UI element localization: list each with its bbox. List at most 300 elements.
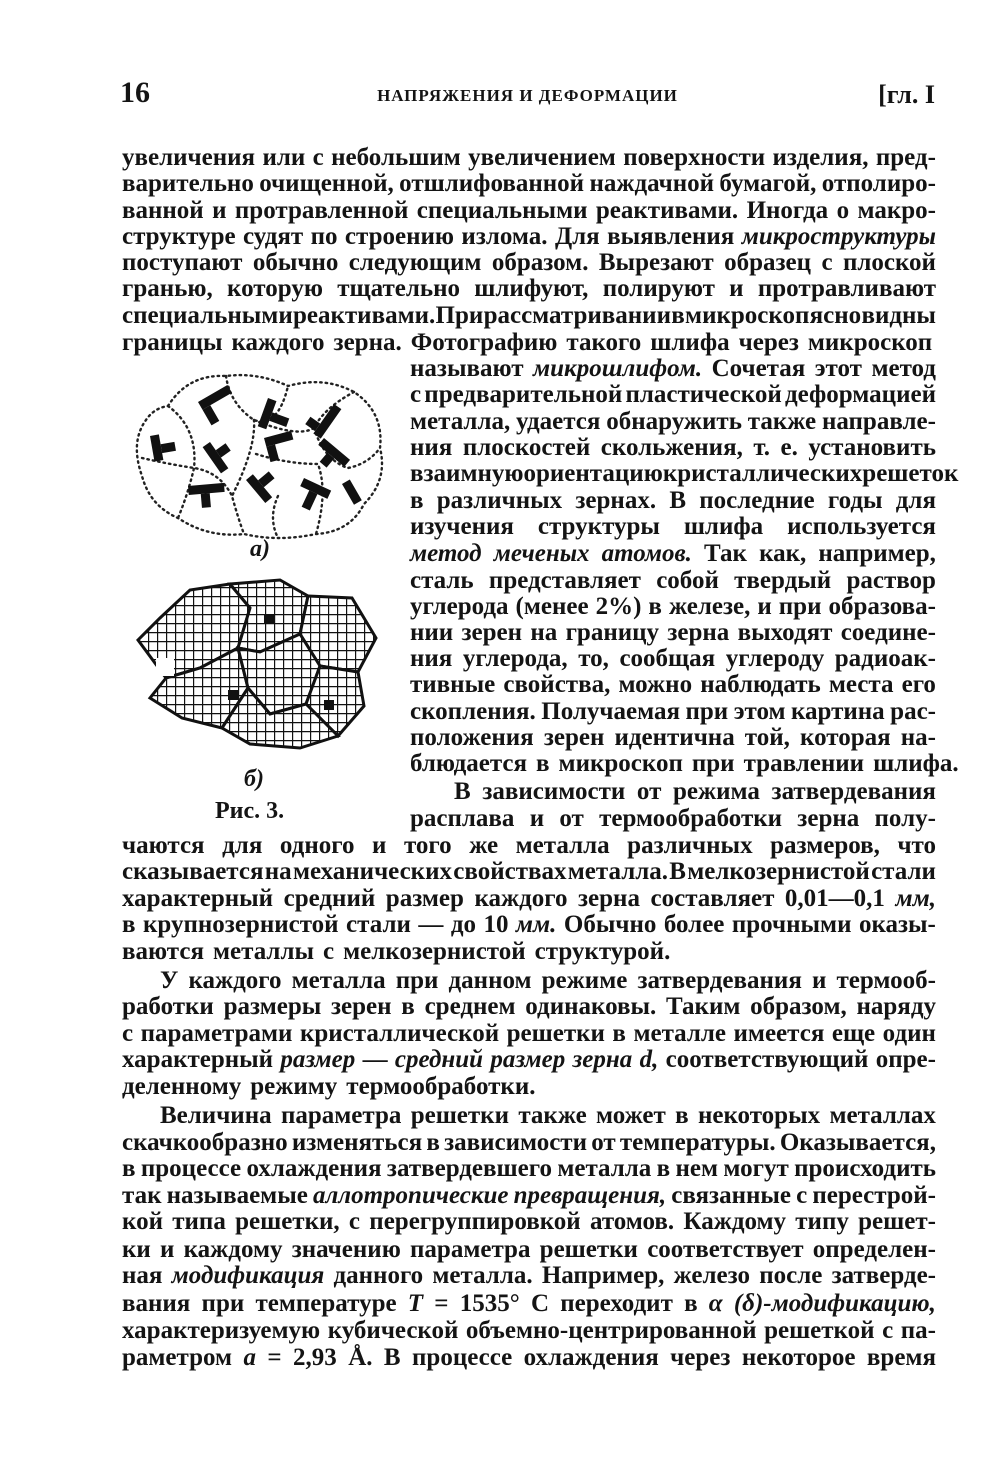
word: затвердевшего xyxy=(386,1155,552,1182)
word: расплава xyxy=(410,805,515,832)
chapter-label: [гл. I xyxy=(878,80,935,109)
running-title: НАПРЯЖЕНИЯ И ДЕФОРМАЦИИ xyxy=(377,86,678,105)
word: изделия, xyxy=(772,144,869,171)
word: в xyxy=(656,1155,671,1182)
word: железе, xyxy=(668,593,751,620)
text-line xyxy=(410,513,936,540)
figure-a-grain-diagram xyxy=(128,368,390,543)
figure-b-lattice-diagram xyxy=(130,578,380,750)
word: термообработки. xyxy=(346,1073,536,1100)
word: кой xyxy=(122,1208,163,1235)
word: характерный xyxy=(122,885,274,912)
word: с xyxy=(323,938,335,965)
text-line xyxy=(410,434,936,461)
text-line xyxy=(122,1317,936,1344)
word: положения xyxy=(410,724,534,751)
word: для xyxy=(222,832,263,859)
word: о xyxy=(836,197,850,224)
word: a xyxy=(243,1344,256,1371)
word: наблюдать xyxy=(700,671,821,698)
word: места xyxy=(828,671,894,698)
word: плоской xyxy=(842,249,936,276)
word: называют xyxy=(410,355,524,382)
word: пластической xyxy=(625,381,782,408)
word: последние xyxy=(699,487,815,514)
word: скольжения, xyxy=(600,434,743,461)
word: шлифа xyxy=(683,513,764,540)
word: же xyxy=(469,832,499,859)
word: размеров, xyxy=(770,832,880,859)
word: структуре xyxy=(122,223,236,250)
word: нем xyxy=(675,1155,719,1182)
word: металла xyxy=(557,1155,652,1182)
word: с xyxy=(882,1317,894,1344)
word: и xyxy=(160,1236,175,1263)
word: собой xyxy=(656,567,719,594)
word: его xyxy=(901,671,936,698)
word: углероду xyxy=(725,645,825,672)
word: ная xyxy=(122,1262,163,1289)
word: решетки xyxy=(539,1236,638,1263)
text-line xyxy=(122,302,936,329)
word: термооб- xyxy=(836,967,936,994)
word: зерна xyxy=(667,619,730,646)
word: прочными xyxy=(731,911,852,938)
word: один xyxy=(882,1020,936,1047)
word: па- xyxy=(900,1317,936,1344)
word: размер xyxy=(385,885,464,912)
word: железо xyxy=(673,1262,751,1289)
word: обнаружить xyxy=(606,408,742,435)
word: образова- xyxy=(828,593,936,620)
word: Å. xyxy=(348,1344,373,1371)
word: зерна. xyxy=(333,329,402,356)
word: металлах xyxy=(829,1102,936,1129)
word: ваются xyxy=(122,938,204,965)
word: мм, xyxy=(895,885,936,912)
text-line xyxy=(160,1102,936,1129)
lattice-defect xyxy=(264,614,274,624)
word: сказывается xyxy=(122,858,264,885)
lattice-defect xyxy=(324,700,334,710)
word: меченых xyxy=(493,540,590,567)
word: В xyxy=(383,1344,401,1371)
word: зерна xyxy=(578,885,640,912)
word: е. xyxy=(780,434,798,461)
word: и xyxy=(729,275,744,302)
crystal-mark xyxy=(188,483,226,509)
word: вания xyxy=(122,1290,191,1317)
word: идентична xyxy=(614,724,735,751)
word: еще xyxy=(831,1020,876,1047)
word: d, xyxy=(639,1046,659,1073)
word: металле xyxy=(633,1020,727,1047)
word: деформацией xyxy=(784,381,936,408)
word: полируют xyxy=(602,275,715,302)
grain-boundary xyxy=(273,496,278,538)
word: в xyxy=(648,593,662,620)
text-line xyxy=(122,1155,936,1182)
word: Таким xyxy=(665,993,741,1020)
word: перегруппировкой xyxy=(369,1208,581,1235)
word: отшлифованной xyxy=(399,170,585,197)
crystal-mark xyxy=(293,478,332,515)
word: температуры. xyxy=(619,1129,776,1156)
word: механических xyxy=(292,858,452,885)
figure-caption: Рис. 3. xyxy=(215,798,285,824)
word: параметра xyxy=(280,1102,402,1129)
word: наряду xyxy=(856,993,936,1020)
word: Сочетая xyxy=(711,355,806,382)
word: аллотропические xyxy=(312,1182,509,1209)
text-line xyxy=(410,355,936,382)
word: плоскостей xyxy=(462,434,591,461)
word: каждому xyxy=(183,1236,283,1263)
word: 1535° xyxy=(459,1290,520,1317)
word: также xyxy=(747,408,817,435)
word: например, xyxy=(818,540,936,567)
word: что xyxy=(897,832,936,859)
word: 0,01—0,1 xyxy=(784,885,885,912)
word: 2%) xyxy=(595,593,642,620)
word: скачкообразно xyxy=(122,1129,288,1156)
text-line xyxy=(122,1208,936,1235)
word: зависимости xyxy=(482,778,626,805)
word: соответствующий xyxy=(665,1046,869,1073)
word: метод xyxy=(410,540,482,567)
word: Например, xyxy=(541,1262,665,1289)
word: α xyxy=(708,1290,723,1317)
crystal-mark xyxy=(198,385,241,425)
word: можно xyxy=(618,671,693,698)
word: выявления xyxy=(607,223,735,250)
text-line xyxy=(410,460,959,487)
word: затверде- xyxy=(831,1262,936,1289)
word: предварительной xyxy=(424,381,623,408)
word: перестрой- xyxy=(812,1182,936,1209)
word: стали xyxy=(346,911,411,938)
word: металла. xyxy=(567,858,668,885)
word: температуре xyxy=(255,1290,397,1317)
word: раствор xyxy=(846,567,936,594)
word: В xyxy=(454,778,471,805)
word: рассматривании xyxy=(483,302,671,329)
word: шлифа. xyxy=(873,750,959,777)
word: зависимости xyxy=(444,1129,587,1156)
text-line xyxy=(122,249,936,276)
word: время xyxy=(866,1344,936,1371)
word: микроскоп xyxy=(558,750,683,777)
word: наждачной xyxy=(589,170,715,197)
word: в xyxy=(122,911,136,938)
word: = xyxy=(434,1290,449,1317)
text-line xyxy=(122,329,936,356)
word: с xyxy=(821,249,833,276)
word: метод xyxy=(871,355,936,382)
word: через xyxy=(738,329,799,356)
word: зерен xyxy=(331,993,392,1020)
word: затвердевания xyxy=(637,967,802,994)
word: выходят xyxy=(737,619,833,646)
word: судят xyxy=(243,223,304,250)
word: от xyxy=(636,778,662,805)
word: свойствах xyxy=(453,858,567,885)
word: средний xyxy=(283,885,376,912)
word: при xyxy=(685,698,729,725)
word: углерода xyxy=(410,593,509,620)
word: (менее xyxy=(515,593,589,620)
word: по xyxy=(310,223,338,250)
text-line xyxy=(410,540,936,567)
word: Для xyxy=(554,223,600,250)
word: шлифуют, xyxy=(474,275,589,302)
text-line xyxy=(122,885,936,912)
word: Фотографию xyxy=(410,329,558,356)
word: 10 xyxy=(483,911,509,938)
word: Вырезают xyxy=(598,249,714,276)
word: пред- xyxy=(875,144,936,171)
word: после xyxy=(759,1262,823,1289)
word: строению xyxy=(344,223,455,250)
word: зерен xyxy=(461,619,523,646)
word: изменяться xyxy=(291,1129,423,1156)
word: так xyxy=(122,1182,162,1209)
word: микроскоп xyxy=(807,329,933,356)
word: металла, xyxy=(410,408,511,435)
word: данного xyxy=(333,1262,424,1289)
word: связанные xyxy=(671,1182,792,1209)
text-line xyxy=(122,938,936,965)
word: микроструктуры xyxy=(741,223,936,250)
word: более xyxy=(663,911,725,938)
text-line xyxy=(122,1236,936,1263)
word: направле- xyxy=(821,408,936,435)
word: образом. xyxy=(491,249,589,276)
word: реактивами. xyxy=(595,197,739,224)
word: Получаемая xyxy=(541,698,680,725)
word: нии xyxy=(410,619,454,646)
word: зерна xyxy=(797,805,860,832)
word: от xyxy=(559,805,584,832)
page-header xyxy=(120,76,935,116)
word: T xyxy=(407,1290,424,1317)
word: объемно-центрированной xyxy=(465,1317,757,1344)
text-line xyxy=(122,1290,936,1317)
word: зернах. xyxy=(575,487,657,514)
word: ки xyxy=(122,1236,151,1263)
word: в xyxy=(401,993,415,1020)
word: Обычно xyxy=(563,911,657,938)
word: поступают xyxy=(122,249,243,276)
word: через xyxy=(670,1344,731,1371)
word: в xyxy=(684,1290,698,1317)
figure-b-label: б) xyxy=(244,766,264,792)
word: с xyxy=(348,1208,361,1235)
word: т. xyxy=(753,434,771,461)
word: режиме xyxy=(541,967,628,994)
text-line xyxy=(122,197,936,224)
crystal-mark xyxy=(203,435,239,473)
word: при xyxy=(201,1290,245,1317)
word: охлаждения xyxy=(246,1155,382,1182)
word: также xyxy=(518,1102,587,1129)
word: границу xyxy=(565,619,660,646)
word: структуры xyxy=(537,513,660,540)
word: при xyxy=(778,593,822,620)
word: процессе xyxy=(140,1155,242,1182)
word: каждого xyxy=(231,329,325,356)
word: каждого xyxy=(474,885,568,912)
text-line xyxy=(410,619,936,646)
word: — xyxy=(418,911,444,938)
word: работки xyxy=(122,993,214,1020)
word: ния xyxy=(410,434,453,461)
word: взаимную xyxy=(410,460,524,487)
word: оказы- xyxy=(858,911,936,938)
word: от xyxy=(591,1129,616,1156)
word: режима xyxy=(673,778,760,805)
word: которую xyxy=(227,275,323,302)
word: модификация xyxy=(171,1262,325,1289)
word: сообщая xyxy=(619,645,716,672)
word: бумагой, xyxy=(719,170,817,197)
word: размер xyxy=(280,1046,356,1073)
text-line xyxy=(122,1344,936,1371)
word: металла. xyxy=(432,1262,533,1289)
word: решетки xyxy=(410,1102,509,1129)
word: тщательно xyxy=(337,275,460,302)
word: термообработки xyxy=(599,805,783,832)
word: ванной xyxy=(122,197,204,224)
word: определен- xyxy=(812,1236,936,1263)
text-line xyxy=(454,778,936,805)
word: крупнозернистой xyxy=(142,911,339,938)
word: обычно xyxy=(252,249,339,276)
word: размеры xyxy=(223,993,322,1020)
word: в xyxy=(410,487,424,514)
word: решетки xyxy=(506,1020,605,1047)
text-line xyxy=(122,1182,936,1209)
word: увеличения xyxy=(122,144,256,171)
word: на xyxy=(264,858,292,885)
text-line xyxy=(410,593,936,620)
word: гранью, xyxy=(122,275,213,302)
word: характеризуемую xyxy=(122,1317,321,1344)
word: то, xyxy=(578,645,609,672)
word: данном xyxy=(448,967,532,994)
word: следующим xyxy=(348,249,482,276)
text-line xyxy=(410,724,936,751)
text-line xyxy=(410,567,936,594)
word: Каждому xyxy=(683,1208,787,1235)
text-line xyxy=(410,381,936,408)
word: различных xyxy=(436,487,563,514)
word: параметра xyxy=(410,1236,531,1263)
word: опре- xyxy=(875,1046,936,1073)
word: с xyxy=(312,144,324,171)
word: специальными xyxy=(416,197,588,224)
word: одинаковы. xyxy=(525,993,657,1020)
word: У xyxy=(160,967,179,994)
word: такого xyxy=(566,329,642,356)
word: варительно xyxy=(122,170,254,197)
word: деленному xyxy=(122,1073,242,1100)
word: макро- xyxy=(857,197,936,224)
word: при xyxy=(395,967,439,994)
word: микрошлифом. xyxy=(533,355,703,382)
word: при xyxy=(691,750,735,777)
page-number: 16 xyxy=(120,76,150,109)
word: блюдается xyxy=(410,750,528,777)
word: стали xyxy=(871,858,936,885)
word: образом, xyxy=(750,993,847,1020)
word: скопления. xyxy=(410,698,536,725)
word: поверхности xyxy=(623,144,766,171)
word: размер xyxy=(490,1046,566,1073)
word: мелкозернистой xyxy=(687,858,870,885)
word: ясно xyxy=(809,302,862,329)
word: установить xyxy=(808,434,936,461)
grain-boundary xyxy=(168,406,194,518)
word: используется xyxy=(787,513,936,540)
word: в xyxy=(671,302,685,329)
word: и xyxy=(212,197,227,224)
word: значению xyxy=(291,1236,401,1263)
word: годы xyxy=(827,487,883,514)
word: границы xyxy=(122,329,223,356)
word: При xyxy=(435,302,484,329)
text-line xyxy=(122,170,936,197)
text-line xyxy=(122,1020,936,1047)
text-line xyxy=(122,832,936,859)
word: рас- xyxy=(890,698,936,725)
word: и xyxy=(757,593,772,620)
word: происходить xyxy=(794,1155,936,1182)
word: в xyxy=(122,1155,136,1182)
word: как, xyxy=(759,540,807,567)
word: среднем xyxy=(424,993,516,1020)
word: металла xyxy=(291,967,386,994)
word: специальными xyxy=(122,302,293,329)
word: некоторое xyxy=(741,1344,856,1371)
text-line xyxy=(122,1046,936,1073)
word: в xyxy=(536,750,550,777)
word: решетки, xyxy=(235,1208,340,1235)
text-line xyxy=(410,750,959,777)
word: мелкозернистой xyxy=(343,938,526,965)
crystal-mark xyxy=(150,432,177,462)
word: раметром xyxy=(122,1344,233,1371)
word: превращения, xyxy=(513,1182,667,1209)
crystal-mark xyxy=(342,480,362,505)
word: того xyxy=(403,832,452,859)
text-line xyxy=(122,993,936,1020)
text-line xyxy=(160,967,936,994)
word: той, xyxy=(744,724,790,751)
word: Оказывается, xyxy=(779,1129,936,1156)
word: 2,93 xyxy=(293,1344,337,1371)
word: очищенной, xyxy=(259,170,394,197)
word: В xyxy=(669,858,686,885)
text-line xyxy=(122,1073,936,1100)
word: свойства, xyxy=(503,671,611,698)
lattice-defect xyxy=(156,658,174,676)
word: тивные xyxy=(410,671,496,698)
word: микроскоп xyxy=(685,302,810,329)
word: и xyxy=(529,805,545,832)
word: которая xyxy=(800,724,891,751)
text-line xyxy=(410,805,936,832)
